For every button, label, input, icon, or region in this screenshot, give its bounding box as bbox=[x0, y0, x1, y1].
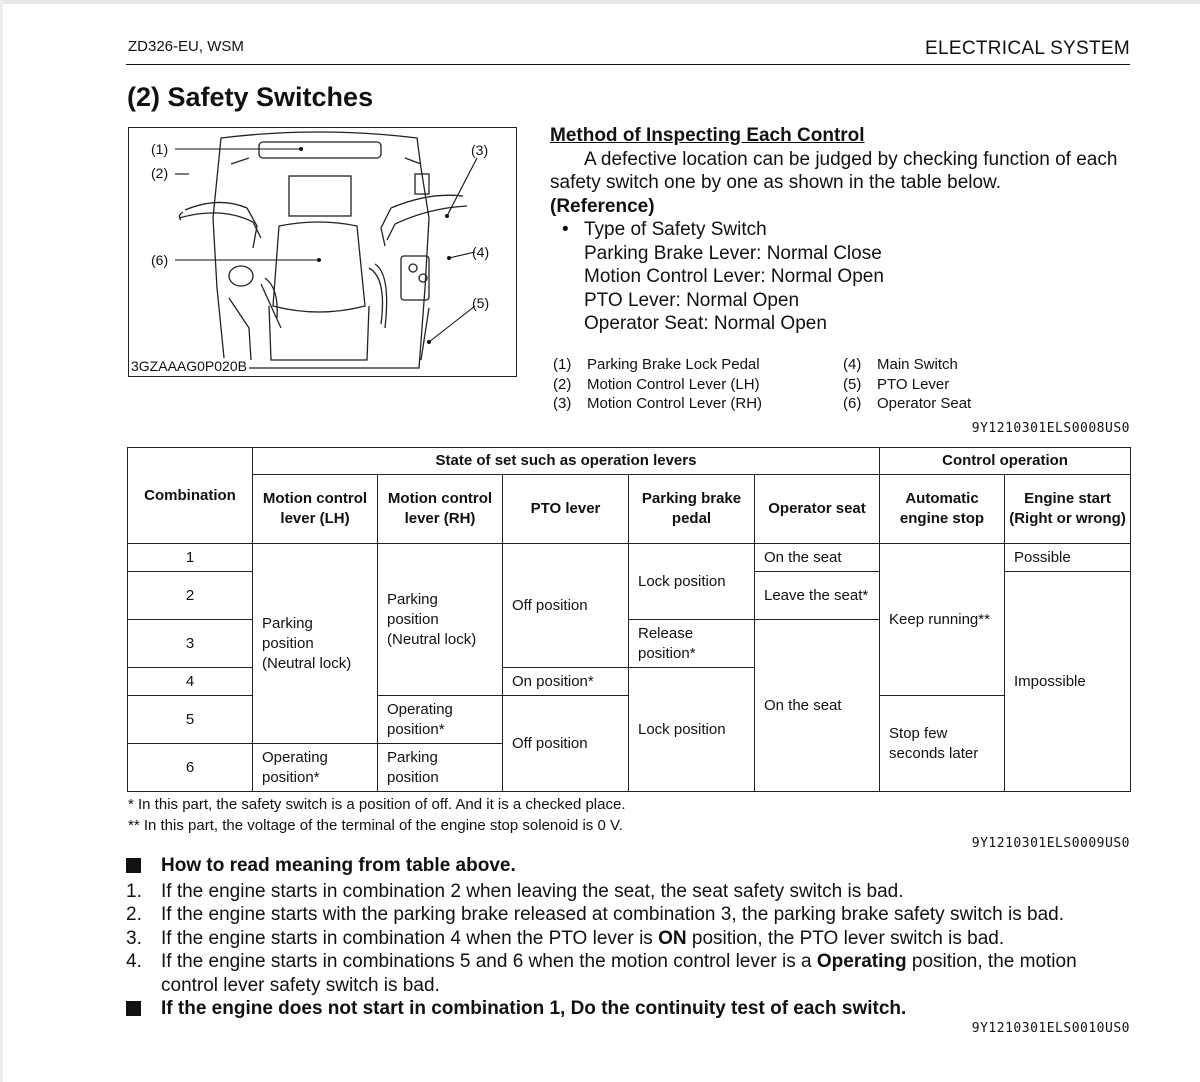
header-mc-lh: Motion control lever (LH) bbox=[253, 475, 378, 544]
pto-off-cell: Off position bbox=[503, 696, 629, 792]
item-text bbox=[161, 950, 1136, 997]
method-title: Method of Inspecting Each Control bbox=[550, 125, 865, 146]
pto-on-cell: On position* bbox=[503, 668, 629, 696]
combination-cell: 5 bbox=[128, 696, 253, 744]
possible-cell: Possible bbox=[1005, 544, 1131, 572]
left-border bbox=[0, 0, 3, 1082]
item-number: 2. bbox=[126, 904, 142, 925]
note-single-asterisk: * In this part, the safety switch is a position of off. And it is a checked place. bbox=[128, 796, 626, 813]
combination-cell: 3 bbox=[128, 620, 253, 668]
combination-cell: 2 bbox=[128, 572, 253, 620]
combination-cell: 6 bbox=[128, 744, 253, 792]
switch-type-bullet bbox=[550, 218, 1140, 242]
item-text-bold: ON bbox=[658, 927, 687, 949]
callout-3: (3) bbox=[471, 142, 489, 158]
item-text-pre: If the engine starts in combination 4 when the PTO lever is bbox=[161, 927, 659, 949]
item-text: If the engine starts with the parking brake released at combination 3, the parking brake safety switch is bad. bbox=[161, 904, 1065, 925]
switch-type-item: PTO Lever: Normal Open bbox=[584, 289, 800, 311]
header-section: ELECTRICAL SYSTEM bbox=[925, 38, 1130, 59]
keep-running-cell: Keep running** bbox=[880, 544, 1005, 696]
legend-col-left bbox=[553, 355, 762, 414]
legend-num: (2) bbox=[553, 375, 572, 393]
legend-label: Operator Seat bbox=[877, 395, 972, 412]
legend-num: (6) bbox=[843, 395, 862, 412]
item-text-post: position, the motion control lever safety switch is bad. bbox=[161, 951, 1077, 996]
seat-leave-cell: Leave the seat* bbox=[755, 572, 880, 620]
doc-code-3: 9Y1210301ELS0010US0 bbox=[971, 1021, 1130, 1036]
mower-drawing bbox=[129, 128, 517, 377]
seat-on-cell: On the seat bbox=[755, 620, 880, 792]
rh-parking-cell: Parking position bbox=[378, 744, 503, 792]
header-pto: PTO lever bbox=[503, 475, 629, 544]
legend-label: Motion Control Lever (RH) bbox=[587, 395, 763, 412]
header-mc-rh: Motion control lever (RH) bbox=[378, 475, 503, 544]
switch-type-item: Operator Seat: Normal Open bbox=[584, 313, 827, 334]
switch-type-item: Parking Brake Lever: Normal Close bbox=[584, 242, 882, 264]
bullet-dot: • bbox=[562, 219, 569, 240]
brake-lock-cell: Lock position bbox=[629, 668, 755, 792]
legend-col-right bbox=[843, 355, 971, 414]
seat-on-cell: On the seat bbox=[755, 544, 880, 572]
combination-cell: 1 bbox=[128, 544, 253, 572]
stop-later-cell: Stop few seconds later bbox=[880, 696, 1005, 792]
lh-parking-cell: Parking position (Neutral lock) bbox=[253, 544, 378, 744]
item-text: If the engine starts in combination 2 when leaving the seat, the seat safety switch is bad. bbox=[161, 880, 904, 902]
rh-parking-cell: Parking position (Neutral lock) bbox=[378, 544, 503, 696]
item-number: 3. bbox=[126, 927, 142, 949]
header-combination: Combination bbox=[128, 448, 253, 544]
combination-cell: 4 bbox=[128, 668, 253, 696]
doc-code-1: 9Y1210301ELS0008US0 bbox=[971, 421, 1130, 436]
how-to-item bbox=[126, 927, 1136, 951]
legend-label: Parking Brake Lock Pedal bbox=[587, 356, 760, 373]
callout-6: (6) bbox=[151, 252, 169, 268]
item-text bbox=[161, 927, 1004, 951]
pto-off-cell: Off position bbox=[503, 544, 629, 668]
figure-code: 3GZAAAG0P020B bbox=[131, 358, 247, 374]
callout-1: (1) bbox=[151, 141, 169, 157]
mower-diagram bbox=[128, 127, 517, 377]
item-text-post: position, the PTO lever switch is bad. bbox=[686, 927, 1005, 949]
group-header-control: Control operation bbox=[880, 448, 1131, 475]
method-block bbox=[550, 124, 1140, 336]
header-brake: Parking brake pedal bbox=[629, 475, 755, 544]
header-auto-stop: Automatic engine stop bbox=[880, 475, 1005, 544]
reference-label: (Reference) bbox=[550, 195, 655, 217]
legend-label: Main Switch bbox=[877, 356, 958, 373]
safety-switch-table bbox=[127, 447, 1131, 792]
switch-type-item: Motion Control Lever: Normal Open bbox=[584, 266, 884, 287]
section-title: (2) Safety Switches bbox=[127, 82, 374, 112]
legend-label: Motion Control Lever (LH) bbox=[587, 375, 760, 393]
how-to-heading bbox=[126, 854, 1136, 880]
continuity-test-text: If the engine does not start in combination 1, Do the continuity test of each switch. bbox=[161, 998, 907, 1019]
continuity-test-note bbox=[126, 997, 1136, 1023]
legend-label: PTO Lever bbox=[877, 375, 950, 393]
square-bullet-icon bbox=[126, 858, 141, 873]
how-to-title: How to read meaning from table above. bbox=[161, 855, 516, 876]
legend-num: (5) bbox=[843, 375, 862, 393]
header-seat: Operator seat bbox=[755, 475, 880, 544]
how-to-item bbox=[126, 903, 1136, 927]
callout-2: (2) bbox=[151, 165, 169, 181]
how-to-item bbox=[126, 950, 1136, 997]
rh-operating-cell: Operating position* bbox=[378, 696, 503, 744]
bullet-text: Type of Safety Switch bbox=[584, 219, 767, 240]
header-rule bbox=[126, 64, 1130, 65]
legend-num: (3) bbox=[553, 395, 572, 412]
brake-release-cell: Release position* bbox=[629, 620, 755, 668]
method-paragraph: A defective location can be judged by checking function of each safety switch one by one as shown in the table below. bbox=[550, 148, 1118, 193]
legend-num: (4) bbox=[843, 356, 862, 373]
item-text-bold: Operating bbox=[816, 951, 907, 972]
item-number: 4. bbox=[126, 951, 142, 972]
header-engine-start: Engine start (Right or wrong) bbox=[1005, 475, 1131, 544]
lh-operating-cell: Operating position* bbox=[253, 744, 378, 792]
square-bullet-icon bbox=[126, 1001, 141, 1016]
note-double-asterisk: ** In this part, the voltage of the terminal of the engine stop solenoid is 0 V. bbox=[128, 816, 623, 834]
doc-code-2: 9Y1210301ELS0009US0 bbox=[971, 836, 1130, 851]
item-number: 1. bbox=[126, 880, 142, 902]
impossible-cell: Impossible bbox=[1005, 572, 1131, 792]
legend-num: (1) bbox=[553, 356, 572, 373]
callout-4: (4) bbox=[472, 244, 490, 260]
group-header-state: State of set such as operation levers bbox=[253, 448, 880, 475]
table-notes bbox=[128, 795, 626, 836]
top-border bbox=[0, 0, 1200, 4]
header-model: ZD326-EU, WSM bbox=[128, 38, 244, 55]
callout-5: (5) bbox=[472, 295, 490, 311]
how-to-read-list bbox=[126, 854, 1136, 1023]
item-text-pre: If the engine starts in combinations 5 and 6 when the motion control lever is a bbox=[161, 951, 817, 972]
how-to-item bbox=[126, 880, 1136, 904]
brake-lock-cell: Lock position bbox=[629, 544, 755, 620]
